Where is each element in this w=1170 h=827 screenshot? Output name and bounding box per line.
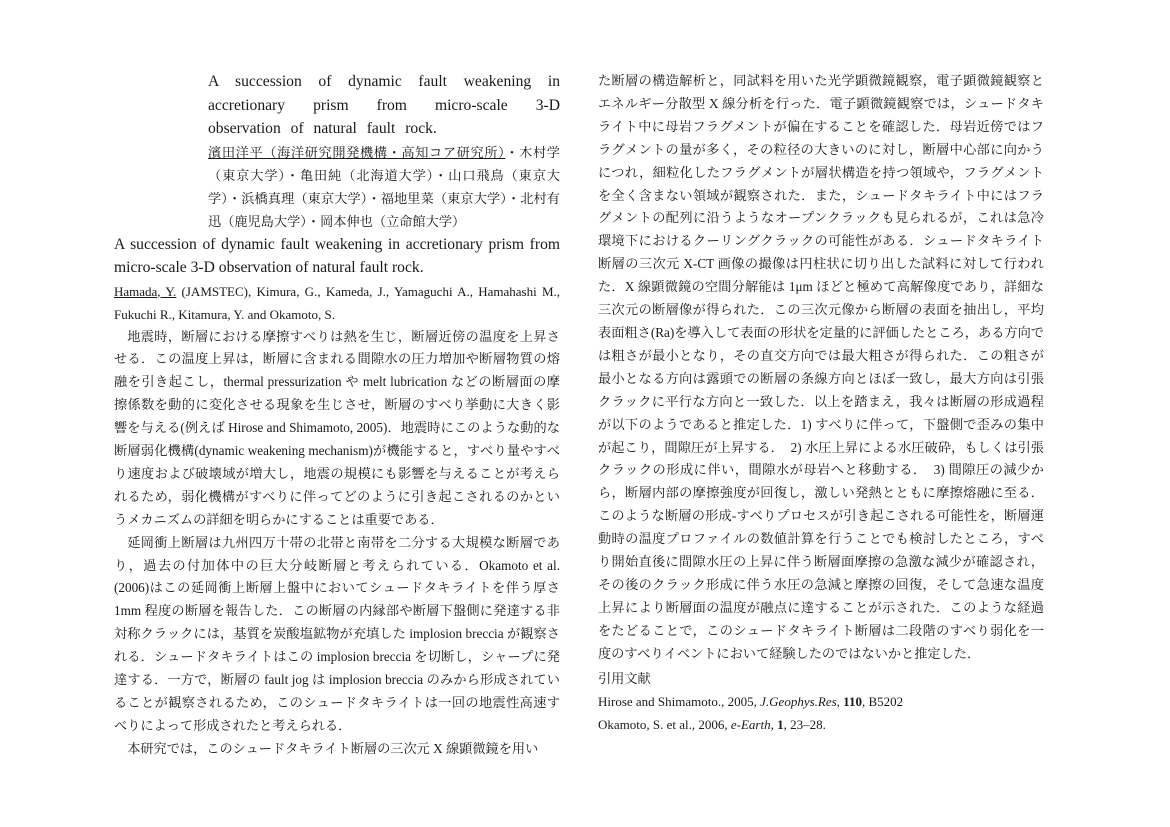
lead-author-english: Hamada, Y.	[114, 283, 177, 299]
paragraph-1: 地震時，断層における摩擦すべりは熱を生じ，断層近傍の温度を上昇させる．この温度上昇は，断層に含まれる間隙水の圧力増加や断層物質の熔融を引き起こし，thermal pressurization や melt lubrication などの断層面の摩擦係数を動的に変化させる現象を生じさせ，断層のすべり挙動に大きく影響を与える(例えば Hirose and Shimamoto, 2005)．地震時にこのような動的な断層弱化機構(dynamic weakening mechanism)が機能すると，すべり量やすべり速度および破壊域が増大し，地震の規模にも影響を与えることが考えられるため，弱化機構がすべりに伴ってどのように引き起こされるのかというメカニズムの詳細を明らかにすることは重要である．	[114, 328, 560, 527]
left-column	[114, 70, 560, 761]
reference-2-journal: e-Earth	[730, 716, 771, 732]
references-heading: 引用文献	[598, 670, 651, 686]
authors-japanese	[208, 141, 560, 233]
reference-1	[598, 690, 1044, 713]
coauthors-japanese: ・木村学（東京大学）・亀田純（北海道大学）・山口飛鳥（東京大学）・浜橋真理（東京大学）・福地里菜（東京大学）・北村有迅（鹿児島大学）・岡本伸也（立命館大学）	[208, 144, 560, 229]
reference-1-pages: , B5202	[861, 693, 904, 709]
reference-2	[598, 713, 1044, 736]
reference-2-volume: 1	[777, 716, 784, 732]
reference-1-authors: Hirose and Shimamoto., 2005,	[598, 693, 761, 709]
lead-author-japanese: 濱田洋平（海洋研究開発機構・高知コア研究所）	[208, 144, 506, 160]
paragraph-3: 本研究では，このシュードタキライト断層の三次元 X 線顕微鏡を用い	[127, 740, 539, 756]
coauthors-english: (JAMSTEC), Kimura, G., Kameda, J., Yamaguchi A., Hamahashi M., Fukuchi R., Kitamura, Y. and Okamoto, S.	[114, 283, 561, 322]
reference-1-separator: ,	[836, 693, 844, 709]
reference-2-authors: Okamoto, S. et al., 2006,	[598, 716, 731, 732]
paragraph-2: 延岡衝上断層は九州四万十帯の北帯と南帯を二分する大規模な断層であり，過去の付加体中の巨大分岐断層と考えられている．Okamoto et al. (2006)はこの延岡衝上断層上盤中においてシュードタキライトを伴う厚さ 1mm 程度の断層を報告した．この断層の内縁部や断層下盤側に発達する非対称クラックには，基質を炭酸塩鉱物が充填した implosion breccia が観察される．シュードタキライトはこの implosion breccia を切断し，シャープに発達する．一方で，断層の fault jog は implosion breccia のみから形成されていることが観察されるため，このシュードタキライトは一回の地震性高速すべりによって形成されたと考えられる．	[114, 534, 560, 733]
authors-english	[114, 280, 560, 326]
right-column	[598, 70, 1044, 736]
reference-1-journal: J.Geophys.Res	[760, 693, 837, 709]
title-japanese-block: A succession of dynamic fault weakening in accretionary prism from micro-scale 3-D observation of natural fault rock.	[208, 73, 560, 137]
reference-1-volume: 110	[843, 693, 862, 709]
title-english: A succession of dynamic fault weakening in accretionary prism from micro-scale 3-D observation of natural fault rock.	[114, 235, 560, 276]
reference-2-pages: , 23–28.	[783, 716, 826, 732]
paragraph-3-continued: た断層の構造解析と，同試料を用いた光学顕微鏡観察，電子顕微鏡観察とエネルギー分散型 X 線分析を行った．電子顕微鏡観察では，シュードタキライト中に母岩フラグメントが偏在することを確認した．母岩近傍ではフラグメントの量が多く，その粒径の大きいのに対し，断層中心部に向かうにつれ，細粒化したフラグメントが層状構造を持つ領域や，フラグメントを全く含まない領域が観察された．また，シュードタキライト中にはフラグメントの配列に沿うようなオープンクラックも見られるが，これは急冷環境下におけるクーリングクラックの可能性がある．シュードタキライト断層の三次元 X-CT 画像の撮像は円柱状に切り出した試料に対して行われた．X 線顕微鏡の空間分解能は 1μm ほどと極めて高解像度であり，詳細な三次元の断層像が得られた．この三次元像から断層の表面を抽出し，平均表面粗さ(Ra)を導入して表面の形状を定量的に評価したところ，ある方向では粗さが最小となり，その直交方向では最大粗さが得られた．この粗さが最小となる方向は露頭での断層の条線方向とほぼ一致し，最大方向は引張クラックに平行な方向と一致した．以上を踏まえ，我々は断層の形成過程が以下のようであると推定した．1) すべりに伴って，下盤側で歪みの集中が起こり，間隙圧が上昇する． 2) 水圧上昇による水圧破砕，もしくは引張クラックの形成に伴い，間隙水が母岩へと移動する． 3) 間隙圧の減少から，断層内部の摩擦強度が回復し，激しい発熱とともに摩擦熔融に至る．このような断層の形成-すべりプロセスが引き起こされる可能性を，断層運動時の温度プロファイルの数値計算を行うことでも検討したところ，すべり開始直後に間隙水圧の上昇に伴う断層面摩擦の急激な減少が確認され，その後のクラック形成に伴う水圧の急減と摩擦の回復，そして急速な温度上昇により断層面の温度が融点に達することが示された．このような経過をたどることで，このシュードタキライト断層は二段階のすべり弱化を一度のすべりイベントにおいて経験したのではないかと推定した．	[598, 73, 1044, 661]
reference-2-separator: ,	[770, 716, 778, 732]
